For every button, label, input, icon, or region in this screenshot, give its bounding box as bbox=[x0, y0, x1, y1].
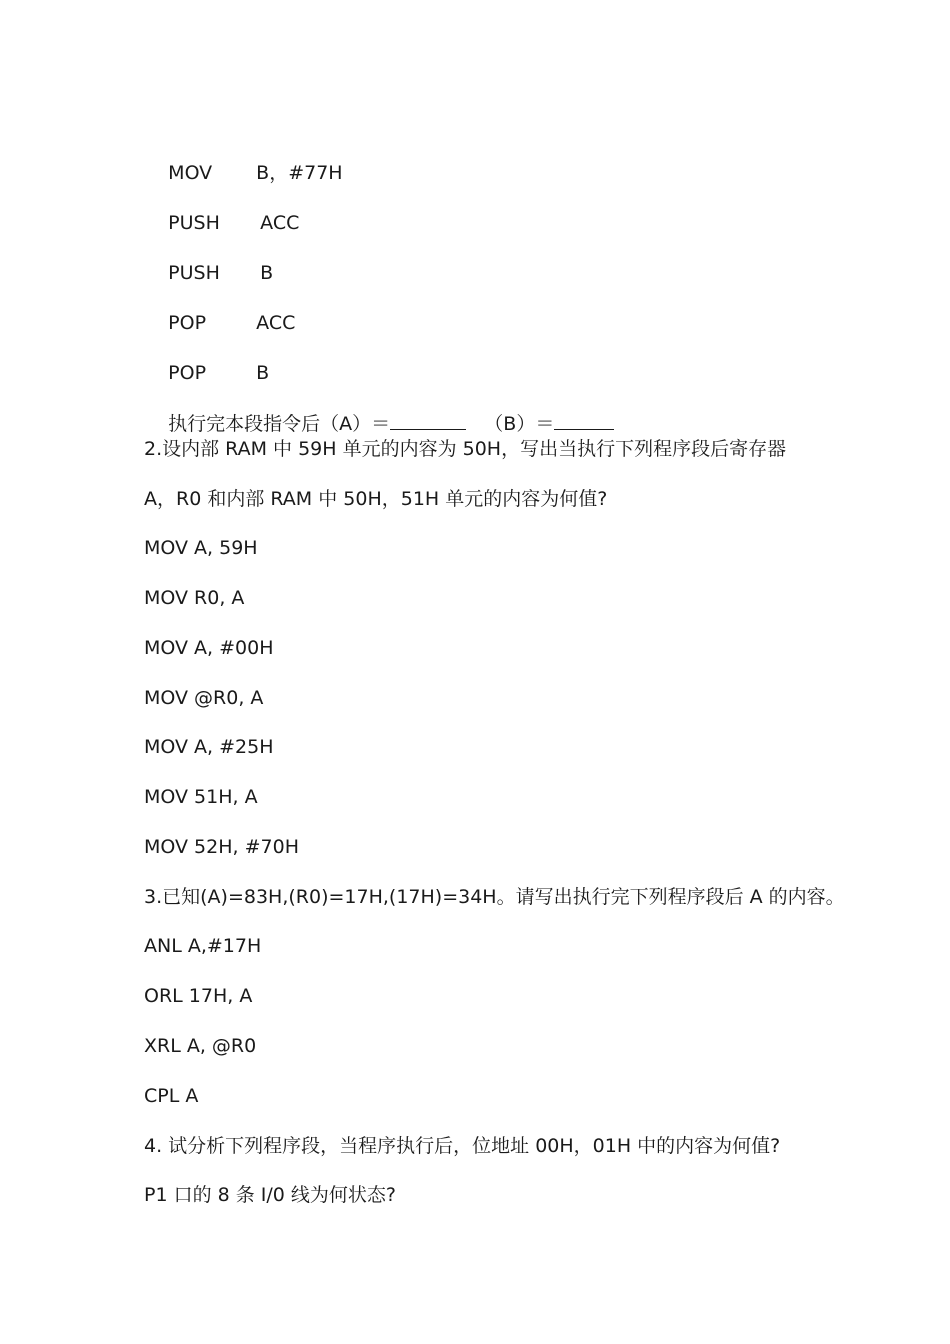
code-operand: ACC bbox=[256, 312, 296, 334]
code-line: MOV R0, A bbox=[144, 587, 245, 609]
code-opcode: PUSH bbox=[168, 212, 220, 234]
answer-blank-a bbox=[390, 411, 466, 430]
answer-blank-b bbox=[554, 411, 614, 430]
code-line: ANL A,#17H bbox=[144, 935, 262, 957]
code-operand: B，#77H bbox=[256, 162, 343, 184]
code-opcode: PUSH bbox=[168, 262, 220, 284]
code-line: ORL 17H, A bbox=[144, 985, 253, 1007]
code-opcode: MOV bbox=[168, 162, 213, 184]
code-operand: B bbox=[260, 262, 274, 284]
code-operand: ACC bbox=[260, 212, 300, 234]
question-3-text: 3.已知(A)=83H,(R0)=17H,(17H)=34H。请写出执行完下列程序段后 A 的内容。 bbox=[144, 886, 845, 908]
code-opcode: POP bbox=[168, 312, 207, 334]
result-prefix: 执行完本段指令后（A）＝ bbox=[168, 413, 391, 435]
question-2-text: 2.设内部 RAM 中 59H 单元的内容为 50H，写出当执行下列程序段后寄存器 bbox=[144, 438, 787, 460]
code-line: MOV 51H, A bbox=[144, 786, 258, 808]
question-2-text-cont: A，R0 和内部 RAM 中 50H，51H 单元的内容为何值? bbox=[144, 488, 608, 510]
question-4-text-cont: P1 口的 8 条 I/0 线为何状态? bbox=[144, 1184, 397, 1206]
code-line: MOV @R0, A bbox=[144, 687, 264, 709]
question-4-text: 4. 试分析下列程序段，当程序执行后，位地址 00H，01H 中的内容为何值? bbox=[144, 1135, 781, 1157]
code-line: XRL A, @R0 bbox=[144, 1035, 257, 1057]
result-middle: （B）＝ bbox=[484, 413, 555, 435]
code-line: MOV A, #25H bbox=[144, 736, 274, 758]
code-operand: B bbox=[256, 362, 270, 384]
code-opcode: POP bbox=[168, 362, 207, 384]
code-line: MOV A, #00H bbox=[144, 637, 274, 659]
code-line: CPL A bbox=[144, 1085, 199, 1107]
code-line: MOV A, 59H bbox=[144, 537, 258, 559]
code-line: MOV 52H, #70H bbox=[144, 836, 299, 858]
